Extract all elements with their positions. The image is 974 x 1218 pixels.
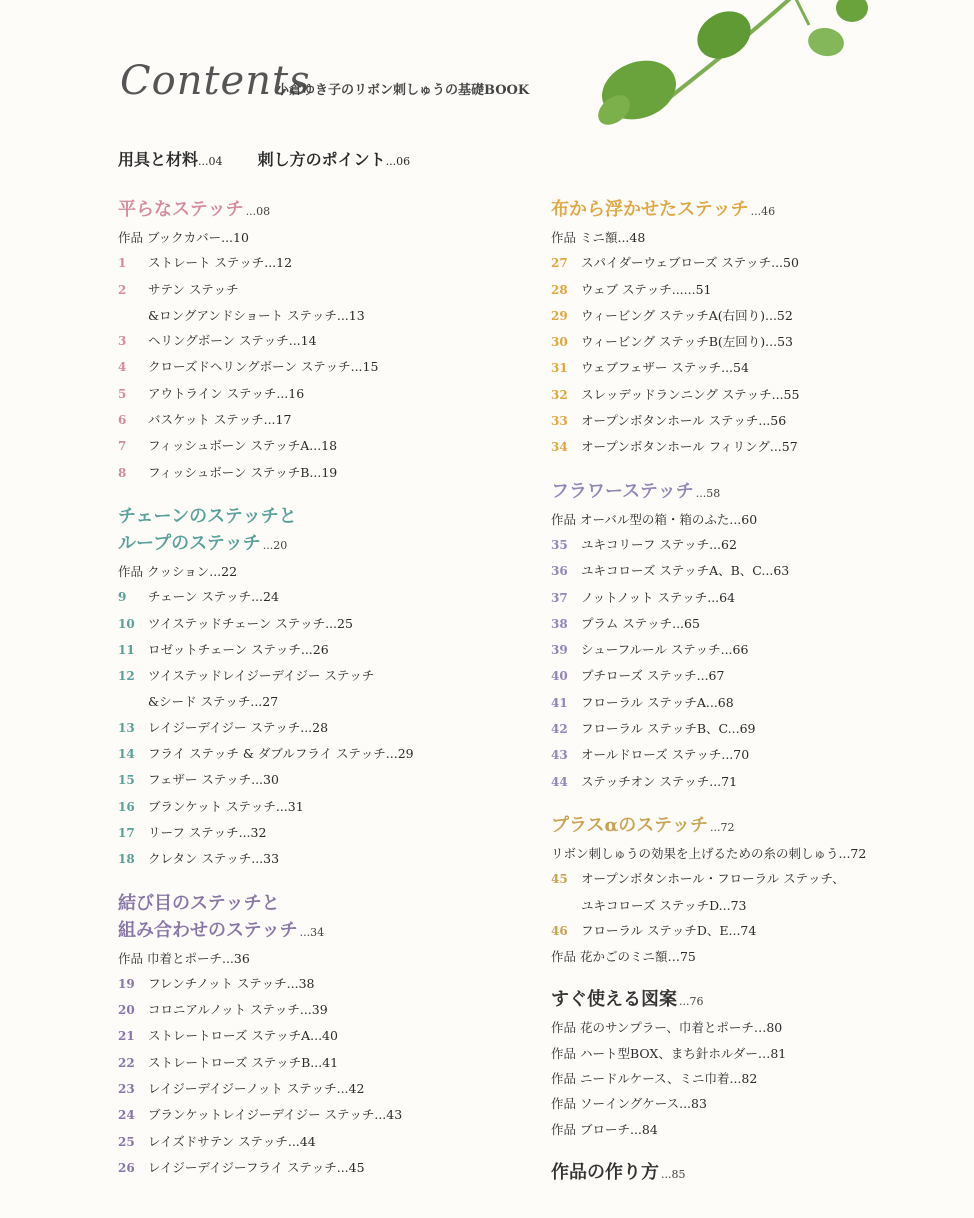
entry-label: ステッチオン ステッチ...71 — [581, 773, 738, 789]
section-page: ...08 — [245, 205, 271, 218]
entry-label: ロゼットチェーン ステッチ...26 — [148, 641, 329, 657]
toc-entry[interactable] — [551, 769, 951, 795]
entry-label: コロニアルノット ステッチ...39 — [148, 1002, 328, 1018]
toc-entry[interactable] — [118, 767, 518, 793]
entry-label: チェーン ステッチ...24 — [148, 589, 279, 605]
stitch-number: 35 — [551, 537, 568, 552]
section-title[interactable]: フラワーステッチ ...58 — [551, 480, 721, 502]
entry-label: 作品 クッション...22 — [118, 563, 238, 579]
toc-entry[interactable] — [118, 433, 518, 459]
stitch-number: 41 — [551, 695, 568, 710]
stitch-number: 25 — [118, 1134, 135, 1149]
entry-label: オールドローズ ステッチ...70 — [581, 747, 750, 763]
stitch-number: 32 — [551, 387, 568, 402]
book-subtitle: 小倉ゆき子のリボン刺しゅうの基礎BOOK — [276, 83, 530, 98]
stitch-number: 33 — [551, 414, 568, 429]
stitch-number: 39 — [551, 643, 568, 658]
entry-label: 作品 ハート型BOX、まち針ホルダー…81 — [551, 1045, 787, 1061]
toc-entry[interactable] — [118, 225, 518, 250]
entry-label: レイジーデイジーノット ステッチ...42 — [148, 1081, 365, 1097]
entry-label: フェザー ステッチ...30 — [148, 772, 279, 788]
toc-entry[interactable] — [551, 918, 951, 944]
toc-entry[interactable] — [118, 303, 518, 328]
stitch-number: 44 — [551, 774, 568, 789]
toc-entry[interactable] — [551, 277, 951, 303]
stitch-number: 42 — [551, 722, 568, 737]
entry-label: 作品 花のサンプラー、巾着とポーチ…80 — [551, 1020, 783, 1036]
toc-entry[interactable] — [551, 1015, 951, 1040]
stitch-number: 14 — [118, 747, 135, 762]
entry-label: ブランケット ステッチ...31 — [148, 798, 304, 814]
stitch-number: 26 — [118, 1160, 135, 1175]
entry-label: ストレートローズ ステッチB...41 — [148, 1054, 339, 1070]
entry-label: 作品 ソーイングケース...83 — [551, 1096, 707, 1112]
contents-logo: Contents — [120, 58, 311, 104]
stitch-number: 29 — [551, 308, 568, 323]
stitch-number: 1 — [118, 256, 127, 271]
toc-entry[interactable] — [551, 382, 951, 408]
section-page: ...76 — [679, 995, 704, 1009]
toc-entry[interactable] — [551, 944, 951, 969]
toc-entry[interactable] — [551, 303, 951, 329]
toc-entry[interactable] — [118, 1076, 518, 1102]
stitch-number: 27 — [551, 256, 568, 271]
entry-label: フローラル ステッチA...68 — [581, 694, 734, 710]
toc-entry[interactable] — [551, 558, 951, 584]
entry-label: 作品 ブックカバー...10 — [118, 230, 249, 245]
entry-label: ツイステッドチェーン ステッチ...25 — [148, 615, 353, 631]
toc-section — [551, 986, 951, 1141]
toc-entry[interactable] — [118, 715, 518, 741]
toc-entry[interactable] — [118, 946, 518, 971]
entry-label: &シード ステッチ...27 — [148, 694, 279, 710]
entry-label: プチローズ ステッチ...67 — [581, 668, 725, 684]
toc-entry[interactable] — [551, 893, 951, 918]
section-page: ...20 — [262, 538, 288, 552]
toc-entry[interactable] — [551, 408, 951, 434]
entry-label: ノットノット ステッチ...64 — [581, 589, 736, 605]
toc-entry[interactable] — [551, 1041, 951, 1066]
entry-label: アウトライン ステッチ...16 — [148, 385, 305, 401]
stitch-number: 28 — [551, 282, 568, 297]
toc-entry[interactable] — [551, 532, 951, 558]
top-links — [118, 147, 410, 170]
section-page: ...72 — [709, 820, 735, 834]
section-page: ...85 — [661, 1167, 686, 1181]
stitch-number: 8 — [118, 465, 127, 480]
stitch-number: 3 — [118, 334, 127, 349]
toc-entry[interactable] — [118, 559, 518, 584]
stitch-number: 6 — [118, 413, 127, 428]
toc-entry[interactable] — [551, 690, 951, 716]
toc-entry[interactable] — [118, 1129, 518, 1155]
section-title[interactable]: プラスαのステッチ ...72 — [551, 814, 735, 836]
toc-entry[interactable] — [551, 611, 951, 637]
toc-entry[interactable] — [118, 997, 518, 1023]
entry-label: フィッシュボーン ステッチB...19 — [148, 464, 338, 480]
top-link-points[interactable]: 刺し方のポイント...06 — [257, 150, 411, 169]
stitch-number: 19 — [118, 976, 135, 991]
toc-entry[interactable] — [118, 1102, 518, 1128]
entry-label: レイジーデイジーフライ ステッチ...45 — [148, 1159, 365, 1175]
stitch-number: 36 — [551, 564, 568, 579]
toc-entry[interactable] — [118, 846, 518, 872]
section-title[interactable]: 布から浮かせたステッチ ...46 — [551, 199, 776, 220]
entry-label: フローラル ステッチB、C...69 — [581, 721, 756, 737]
entry-label: 作品 ブローチ...84 — [551, 1121, 658, 1137]
stitch-number: 5 — [118, 386, 127, 401]
section-page: ...58 — [695, 486, 721, 500]
toc-entry[interactable] — [551, 742, 951, 768]
toc-entry[interactable] — [551, 663, 951, 689]
stitch-number: 9 — [118, 590, 127, 605]
entry-label: ユキコリーフ ステッチ...62 — [581, 536, 737, 552]
stitch-number: 4 — [118, 360, 127, 375]
toc-entry[interactable] — [118, 460, 518, 486]
entry-label: ウィービング ステッチB(左回り)...53 — [581, 334, 793, 350]
entry-label: ストレートローズ ステッチA...40 — [148, 1028, 338, 1044]
entry-label: オープンボタンホール フィリング...57 — [581, 439, 798, 455]
toc-section — [551, 812, 951, 969]
entry-label: リボン刺しゅうの効果を上げるための糸の刺しゅう...72 — [551, 845, 867, 861]
entry-label: ストレート ステッチ...12 — [148, 255, 293, 271]
toc-entry[interactable] — [551, 225, 951, 250]
stitch-number: 46 — [551, 923, 568, 938]
toc-section — [551, 478, 951, 795]
stitch-number: 24 — [118, 1108, 135, 1123]
section-title[interactable]: 平らなステッチ ...08 — [118, 199, 271, 220]
entry-label: サテン ステッチ — [148, 281, 239, 297]
stitch-number: 40 — [551, 669, 568, 684]
toc-entry[interactable] — [118, 250, 518, 276]
entry-label: ウィービング ステッチA(右回り)...52 — [581, 307, 793, 323]
section-title[interactable]: 作品の作り方 ...85 — [551, 1161, 686, 1183]
entry-label: 作品 ミニ額...48 — [551, 230, 646, 245]
stitch-number: 45 — [551, 872, 568, 887]
toc-entry[interactable] — [551, 507, 951, 532]
toc-entry[interactable] — [118, 1023, 518, 1049]
stitch-number: 34 — [551, 440, 568, 455]
entry-label: オープンボタンホール ステッチ...56 — [581, 413, 787, 429]
entry-label: &ロングアンドショート ステッチ...13 — [148, 307, 365, 323]
toc-section — [118, 890, 518, 1182]
entry-label: ウェブフェザー ステッチ...54 — [581, 360, 749, 376]
entry-label: レイジーデイジー ステッチ...28 — [148, 719, 329, 735]
stitch-number: 15 — [118, 773, 135, 788]
stitch-number: 37 — [551, 590, 568, 605]
toc-entry[interactable] — [118, 328, 518, 354]
stitch-number: 11 — [118, 642, 135, 657]
stitch-number: 12 — [118, 669, 135, 684]
entry-label: シューフルール ステッチ...66 — [581, 642, 749, 658]
toc-entry[interactable] — [551, 1091, 951, 1116]
toc-entry[interactable] — [551, 637, 951, 663]
toc-entry[interactable] — [551, 716, 951, 742]
section-title[interactable]: 結び目のステッチと 組み合わせのステッチ ...34 — [118, 892, 325, 941]
stitch-number: 18 — [118, 852, 135, 867]
toc-entry[interactable] — [551, 866, 951, 892]
entry-label: オープンボタンホール・フローラル ステッチ、 — [581, 871, 845, 887]
entry-label: ウェブ ステッチ......51 — [581, 281, 712, 297]
entry-label: 作品 オーバル型の箱・箱のふた...60 — [551, 511, 758, 527]
toc-entry[interactable] — [551, 329, 951, 355]
entry-label: フィッシュボーン ステッチA...18 — [148, 438, 338, 454]
stitch-number: 10 — [118, 616, 135, 631]
toc-section — [551, 196, 951, 461]
toc-entry[interactable] — [118, 381, 518, 407]
toc-entry[interactable] — [551, 355, 951, 381]
entry-label: 作品 ニードルケース、ミニ巾着...82 — [551, 1071, 758, 1087]
toc-entry[interactable] — [118, 584, 518, 610]
entry-label: バスケット ステッチ...17 — [148, 412, 292, 428]
section-page: ...46 — [750, 205, 776, 218]
toc-entry[interactable] — [118, 611, 518, 637]
toc-entry[interactable] — [551, 1066, 951, 1091]
stitch-number: 20 — [118, 1003, 135, 1018]
stitch-number: 17 — [118, 825, 135, 840]
entry-label: フローラル ステッチD、E...74 — [581, 922, 757, 938]
entry-label: プラム ステッチ...65 — [581, 615, 700, 631]
stitch-number: 23 — [118, 1082, 135, 1097]
toc-entry[interactable] — [551, 434, 951, 460]
section-page: ...34 — [299, 925, 325, 939]
toc-entry[interactable] — [118, 354, 518, 380]
toc-entry[interactable] — [118, 277, 518, 303]
toc-entry[interactable] — [118, 1155, 518, 1181]
entry-label: フライ ステッチ & ダブルフライ ステッチ...29 — [148, 746, 414, 762]
left-column — [118, 196, 518, 1198]
entry-label: 作品 巾着とポーチ...36 — [118, 950, 250, 966]
section-title[interactable]: チェーンのステッチと ループのステッチ ...20 — [118, 505, 297, 554]
entry-label: スパイダーウェブローズ ステッチ...50 — [581, 255, 799, 271]
leaf-sprig-image — [594, 0, 884, 140]
stitch-number: 7 — [118, 439, 127, 454]
stitch-number: 13 — [118, 720, 135, 735]
entry-label: ヘリングボーン ステッチ...14 — [148, 333, 317, 349]
entry-label: ユキコローズ ステッチD...73 — [581, 897, 747, 913]
section-title[interactable]: すぐ使える図案 ...76 — [551, 989, 704, 1011]
toc-entry[interactable] — [118, 689, 518, 714]
stitch-number: 21 — [118, 1029, 135, 1044]
entry-label: ユキコローズ ステッチA、B、C...63 — [581, 563, 790, 579]
toc-entry[interactable] — [551, 1117, 951, 1142]
stitch-number: 30 — [551, 335, 568, 350]
entry-label: リーフ ステッチ...32 — [148, 824, 267, 840]
stitch-number: 38 — [551, 616, 568, 631]
entry-label: 作品 花かごのミニ額…75 — [551, 949, 696, 965]
stitch-number: 31 — [551, 361, 568, 376]
toc-entry[interactable] — [551, 585, 951, 611]
toc-section — [118, 503, 518, 873]
top-link-tools[interactable]: 用具と材料...04 — [118, 150, 223, 169]
toc-entry[interactable] — [118, 820, 518, 846]
entry-label: クレタン ステッチ...33 — [148, 851, 280, 867]
toc-section — [118, 196, 518, 486]
stitch-number: 22 — [118, 1055, 135, 1070]
stitch-number: 43 — [551, 748, 568, 763]
toc-entry[interactable] — [118, 971, 518, 997]
entry-label: クローズドヘリングボーン ステッチ...15 — [148, 359, 379, 375]
toc-entry[interactable] — [551, 841, 951, 866]
right-column — [551, 196, 951, 1205]
toc-section — [551, 1159, 951, 1188]
toc-entry[interactable] — [118, 741, 518, 767]
toc-entry[interactable] — [118, 407, 518, 433]
entry-label: レイズドサテン ステッチ...44 — [148, 1133, 316, 1149]
toc-entry[interactable] — [118, 1050, 518, 1076]
entry-label: ツイステッドレイジーデイジー ステッチ — [148, 668, 375, 684]
entry-label: スレッデッドランニング ステッチ...55 — [581, 386, 800, 402]
entry-label: フレンチノット ステッチ...38 — [148, 975, 315, 991]
toc-entry[interactable] — [118, 794, 518, 820]
stitch-number: 2 — [118, 282, 127, 297]
toc-entry[interactable] — [118, 663, 518, 689]
entry-label: ブランケットレイジーデイジー ステッチ...43 — [148, 1107, 403, 1123]
toc-entry[interactable] — [118, 637, 518, 663]
toc-entry[interactable] — [551, 250, 951, 276]
stitch-number: 16 — [118, 799, 135, 814]
